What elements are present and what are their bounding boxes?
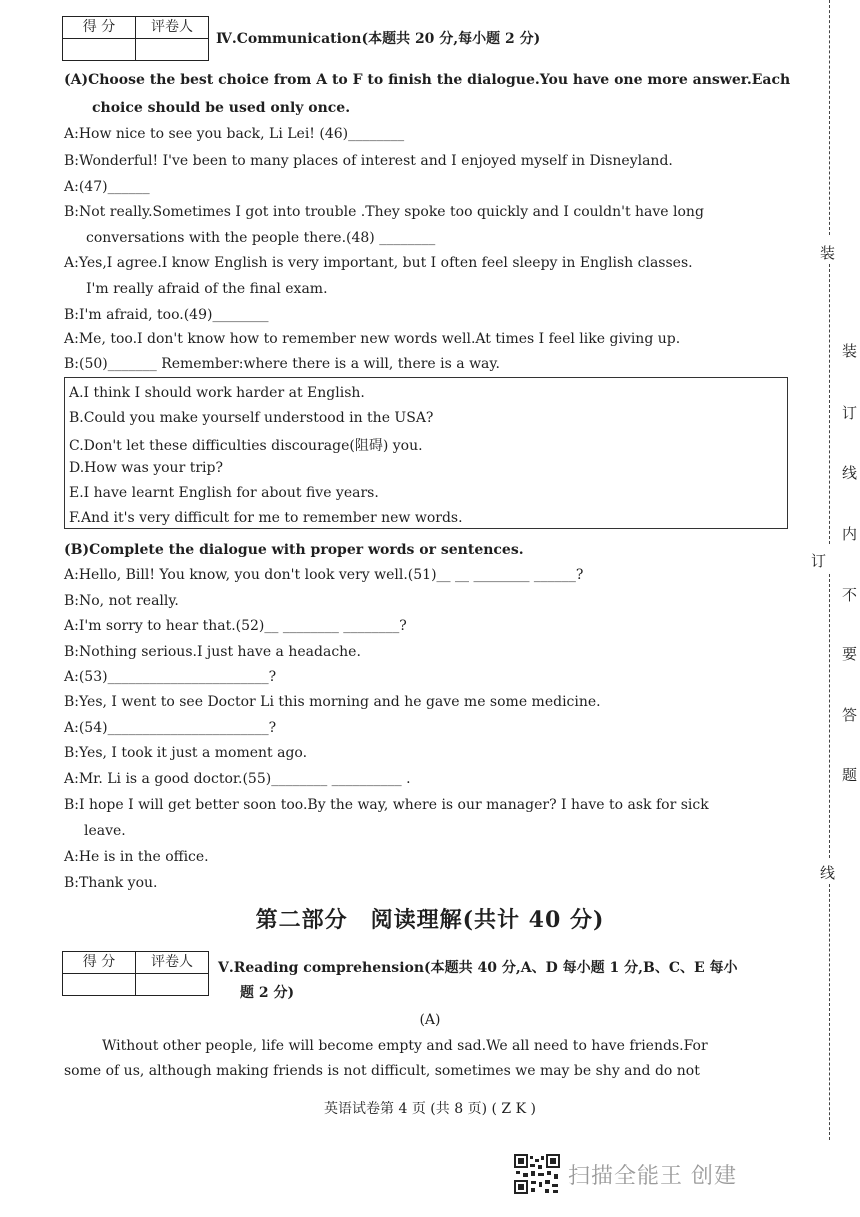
binding-dashed-line — [829, 0, 830, 235]
partB-instruction: (B)Complete the dialogue with proper words or sentences. — [64, 542, 524, 558]
dialogueA-line: B:(50)_______ Remember:where there is a will, there is a way. — [64, 356, 500, 372]
score-label: 得 分 — [63, 952, 136, 974]
binding-char: 不 — [842, 586, 858, 604]
option-e: E.I have learnt English for about five years. — [69, 485, 379, 501]
binding-char: 内 — [842, 525, 858, 543]
option-b: B.Could you make yourself understood in the USA? — [69, 410, 434, 426]
section5-title-2: 题 2 分) — [240, 985, 295, 1001]
passage-line: some of us, although making friends is not difficult, sometimes we may be shy and do not — [64, 1063, 700, 1079]
dialogueA-line: A:(47)______ — [64, 179, 150, 195]
binding-char: 装 — [842, 342, 858, 360]
passage-label: (A) — [419, 1012, 441, 1028]
score-label: 得 分 — [63, 17, 136, 39]
dialogueB-line: A:He is in the office. — [64, 849, 209, 865]
dialogueB-line: A:I'm sorry to hear that.(52)__ ________ ________? — [64, 618, 407, 634]
dialogueB-line: leave. — [84, 823, 126, 839]
grader-cell — [136, 39, 209, 61]
dialogueA-line: I'm really afraid of the final exam. — [86, 281, 328, 297]
dialogueB-line: B:Thank you. — [64, 875, 158, 891]
partA-instruction-1: (A)Choose the best choice from A to F to finish the dialogue.You have one more answer.Each — [64, 72, 791, 88]
dialogueA-line: A:Yes,I agree.I know English is very important, but I often feel sleepy in English classes. — [64, 255, 693, 271]
grader-label: 评卷人 — [136, 952, 209, 974]
dialogueB-line: A:Hello, Bill! You know, you don't look very well.(51)__ __ ________ ______? — [64, 567, 584, 583]
page-footer: 英语试卷第 4 页 (共 8 页) ( Z K ) — [324, 1101, 536, 1117]
dialogueB-line: A:(54)_______________________? — [64, 720, 277, 736]
option-d: D.How was your trip? — [69, 460, 223, 476]
score-box-section5 — [62, 951, 209, 996]
section4-title: Ⅳ.Communication(本题共 20 分,每小题 2 分) — [216, 31, 541, 47]
dialogueB-line: A:Mr. Li is a good doctor.(55)________ __________ . — [64, 771, 411, 787]
dialogueA-line: A:How nice to see you back, Li Lei! (46)________ — [64, 126, 405, 142]
binding-char: 要 — [842, 645, 858, 663]
dialogueB-line: B:Nothing serious.I just have a headache. — [64, 644, 361, 660]
binding-char: 装 — [820, 244, 836, 262]
dialogueA-line: B:Wonderful! I've been to many places of interest and I enjoyed myself in Disneyland. — [64, 153, 673, 169]
binding-dashed-line — [829, 264, 830, 544]
qr-code-icon — [514, 1154, 560, 1194]
option-c: C.Don't let these difficulties discourage(阻碍) you. — [69, 438, 423, 454]
part2-heading: 第二部分 阅读理解(共计 40 分) — [255, 907, 605, 933]
binding-char: 订 — [811, 552, 827, 570]
binding-char: 答 — [842, 706, 858, 724]
watermark-text: 扫描全能王 创建 — [568, 1163, 737, 1189]
dialogueB-line: B:Yes, I went to see Doctor Li this morning and he gave me some medicine. — [64, 694, 601, 710]
binding-char: 订 — [842, 404, 858, 422]
passage-line: Without other people, life will become empty and sad.We all need to have friends.For — [102, 1038, 708, 1054]
section5-title-1: Ⅴ.Reading comprehension(本题共 40 分,A、D 每小题 1 分,B、C、E 每小 — [218, 960, 738, 976]
option-a: A.I think I should work harder at English. — [69, 385, 365, 401]
dialogueB-line: B:No, not really. — [64, 593, 179, 609]
score-cell — [63, 974, 136, 996]
dialogueA-line: B:Not really.Sometimes I got into trouble .They spoke too quickly and I couldn't have long — [64, 204, 704, 220]
option-f: F.And it's very difficult for me to remember new words. — [69, 510, 463, 526]
binding-dashed-line — [829, 574, 830, 858]
binding-margin — [811, 0, 858, 1150]
grader-cell — [136, 974, 209, 996]
dialogueA-line: conversations with the people there.(48) ________ — [86, 230, 436, 246]
dialogueB-line: A:(53)_______________________? — [64, 669, 277, 685]
score-box-section4 — [62, 16, 209, 61]
dialogueA-line: B:I'm afraid, too.(49)________ — [64, 307, 269, 323]
partA-instruction-2: choice should be used only once. — [92, 100, 351, 116]
grader-label: 评卷人 — [136, 17, 209, 39]
binding-char: 线 — [820, 864, 836, 882]
score-cell — [63, 39, 136, 61]
binding-char: 线 — [842, 464, 858, 482]
dialogueA-line: A:Me, too.I don't know how to remember new words well.At times I feel like giving up. — [64, 331, 681, 347]
scanner-watermark — [514, 1154, 737, 1194]
dialogueB-line: B:I hope I will get better soon too.By the way, where is our manager? I have to ask for sick — [64, 797, 709, 813]
binding-char: 题 — [842, 766, 858, 784]
answer-options-box — [64, 377, 788, 529]
binding-dashed-line — [829, 884, 830, 1140]
dialogueB-line: B:Yes, I took it just a moment ago. — [64, 745, 308, 761]
